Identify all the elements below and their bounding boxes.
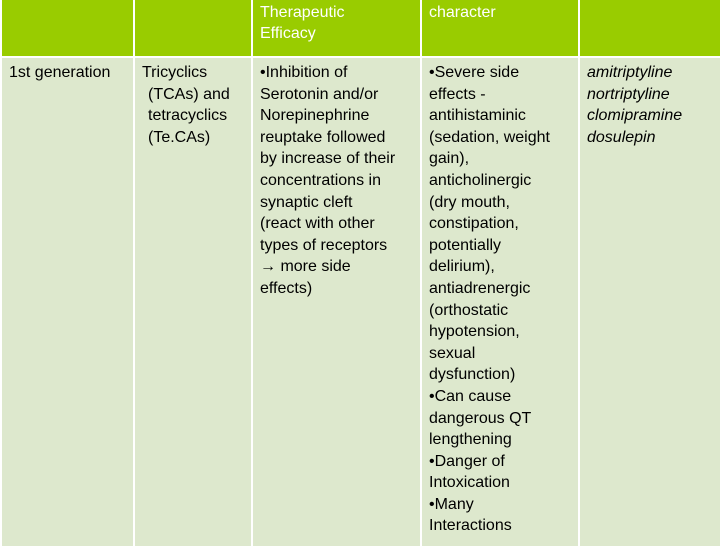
- mechanism-line: synaptic cleft: [260, 193, 353, 211]
- header-mechanism: [252, 0, 421, 57]
- name-line: Tricyclics: [142, 64, 208, 81]
- mechanism-line: Serotonin and/or: [260, 85, 379, 103]
- cell-examples: [579, 57, 720, 547]
- header-text: [142, 0, 245, 2]
- character-line: (dry mouth,: [429, 193, 510, 211]
- mechanism-line: types of receptors: [260, 236, 388, 254]
- character-line: (orthostatic: [429, 301, 509, 319]
- character-line: delirium),: [429, 258, 495, 276]
- character-line: antiadrenergic: [429, 279, 531, 297]
- cell-classification: [1, 57, 134, 547]
- header-text: [9, 0, 127, 2]
- character-line: gain),: [429, 150, 470, 168]
- example-drug: dosulepin: [587, 128, 656, 146]
- character-line: sexual: [429, 344, 476, 362]
- header-examples: [579, 0, 720, 57]
- cell-mechanism: [252, 57, 421, 547]
- example-drug: clomipramine: [587, 107, 683, 125]
- name-line: (TCAs) and: [148, 85, 230, 103]
- character-line: potentially: [429, 236, 502, 254]
- cell-specific-character: [421, 57, 579, 547]
- mechanism-line: •Inhibition of: [260, 64, 348, 81]
- character-line: lengthening: [429, 431, 512, 449]
- name-line: (Te.CAs): [148, 128, 211, 146]
- character-line: •Danger of: [429, 452, 505, 470]
- character-line: hypotension,: [429, 323, 520, 341]
- mechanism-line: by increase of their: [260, 150, 396, 168]
- cell-name: [134, 57, 252, 547]
- character-line: (sedation, weight: [429, 128, 550, 146]
- mechanism-line: concentrations in: [260, 171, 381, 189]
- name-line: tetracyclics: [148, 107, 228, 125]
- mechanism-line: effects): [260, 279, 313, 297]
- character-line: •Severe side: [429, 64, 520, 81]
- character-line: dangerous QT: [429, 409, 532, 427]
- header-text: Therapeutic: [260, 3, 345, 21]
- character-line: antihistaminic: [429, 107, 526, 125]
- header-text: Efficacy: [260, 25, 316, 43]
- header-row: [1, 0, 720, 57]
- character-line: Interactions: [429, 517, 512, 535]
- character-line: constipation,: [429, 215, 519, 233]
- header-name: [134, 0, 252, 57]
- character-line: anticholinergic: [429, 171, 532, 189]
- mechanism-line: reuptake followed: [260, 128, 386, 146]
- table-row: [1, 57, 720, 547]
- classification-text: 1st generation: [9, 64, 111, 81]
- character-line: Intoxication: [429, 474, 510, 492]
- example-drug: nortriptyline: [587, 85, 670, 103]
- character-line: effects -: [429, 85, 486, 103]
- character-line: •Many: [429, 495, 474, 513]
- header-specific-character: [421, 0, 579, 57]
- mechanism-line: (react with other: [260, 215, 375, 233]
- header-text: character: [429, 3, 496, 21]
- example-drug: amitriptyline: [587, 64, 673, 81]
- character-line: dysfunction): [429, 366, 516, 384]
- header-classification: [1, 0, 134, 57]
- mechanism-line: Norepinephrine: [260, 107, 370, 125]
- mechanism-line: → more side: [260, 258, 351, 276]
- character-line: •Can cause: [429, 387, 512, 405]
- header-text: [587, 0, 714, 2]
